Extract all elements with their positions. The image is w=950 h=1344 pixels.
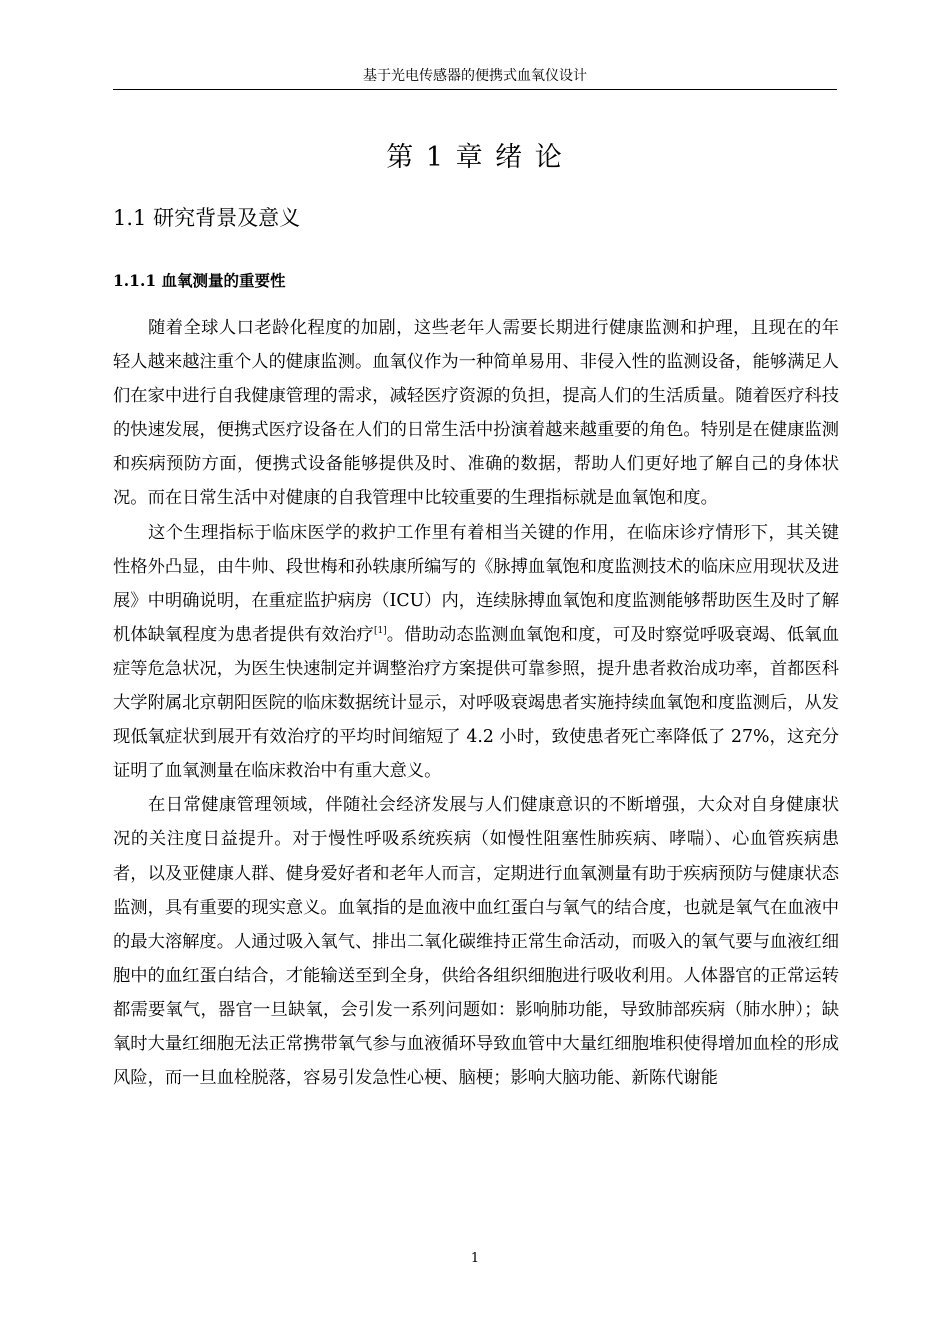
paragraph-3: 在日常健康管理领域，伴随社会经济发展与人们健康意识的不断增强，大众对自身健康状况的关注度日益提升。对于慢性呼吸系统疾病（如慢性阻塞性肺疾病、哮喘）、心血管疾病患者，以及亚健康人群、健身爱好者和老年人而言，定期进行血氧测量有助于疾病预防与健康状态监测，具有重要的现实意义。血氧指的是血液中血红蛋白与氧气的结合度，也就是氧气在血液中的最大溶解度。人通过吸入氧气、排出二氧化碳维持正常生命活动，而吸入的氧气要与血液红细胞中的血红蛋白结合，才能输送至到全身，供给各组织细胞进行吸收利用。人体器官的正常运转都需要氧气，器官一旦缺氧，会引发一系列问题如：影响肺功能，导致肺部疾病（肺水肿）；缺氧时大量红细胞无法正常携带氧气参与血液循环导致血管中大量红细胞堆积使得增加血栓的形成风险，而一旦血栓脱落，容易引发急性心梗、脑梗；影响大脑功能、新陈代谢能 xyxy=(113,795,839,1089)
paragraph-2 xyxy=(113,516,839,789)
body-text xyxy=(113,311,839,1095)
header-rule xyxy=(113,89,837,90)
subsection-title: 1.1.1 血氧测量的重要性 xyxy=(113,271,286,290)
page-number: 1 xyxy=(470,1251,480,1266)
section-title: 1.1 研究背景及意义 xyxy=(113,206,301,230)
citation-ref: [1] xyxy=(373,625,387,636)
paragraph-2-text-b: 。借助动态监测血氧饱和度，可及时察觉呼吸衰竭、低氧血症等危急状况，为医生快速制定并调整治疗方案提供可靠参照，提升患者救治成功率，首都医科大学附属北京朝阳医院的临床数据统计显示，对呼吸衰竭患者实施持续血氧饱和度监测后，从发现低氧症状到展开有效治疗的平均时间缩短了 4.2 小时，致使患者死亡率降低了 27%，这充分证明了血氧测量在临床救治中有重大意义。 xyxy=(113,624,839,782)
paragraph-1: 随着全球人口老龄化程度的加剧，这些老年人需要长期进行健康监测和护理，且现在的年轻人越来越注重个人的健康监测。血氧仪作为一种简单易用、非侵入性的监测设备，能够满足人们在家中进行自我健康管理的需求，减轻医疗资源的负担，提高人们的生活质量。随着医疗科技的快速发展，便携式医疗设备在人们的日常生活中扮演着越来越重要的角色。特别是在健康监测和疾病预防方面，便携式设备能够提供及时、准确的数据，帮助人们更好地了解自己的身体状况。而在日常生活中对健康的自我管理中比较重要的生理指标就是血氧饱和度。 xyxy=(113,318,839,509)
chapter-title: 第 1 章 绪 论 xyxy=(386,142,564,173)
running-header: 基于光电传感器的便携式血氧仪设计 xyxy=(363,68,587,84)
paragraph-2-text-a: 这个生理指标于临床医学的救护工作里有着相当关键的作用，在临床诊疗情形下，其关键性格外凸显，由牛帅、段世梅和孙轶康所编写的《脉搏血氧饱和度监测技术的临床应用现状及进展》中明确说明，在重症监护病房（ICU）内，连续脉搏血氧饱和度监测能够帮助医生及时了解机体缺氧程度为患者提供有效治疗 xyxy=(113,522,839,645)
